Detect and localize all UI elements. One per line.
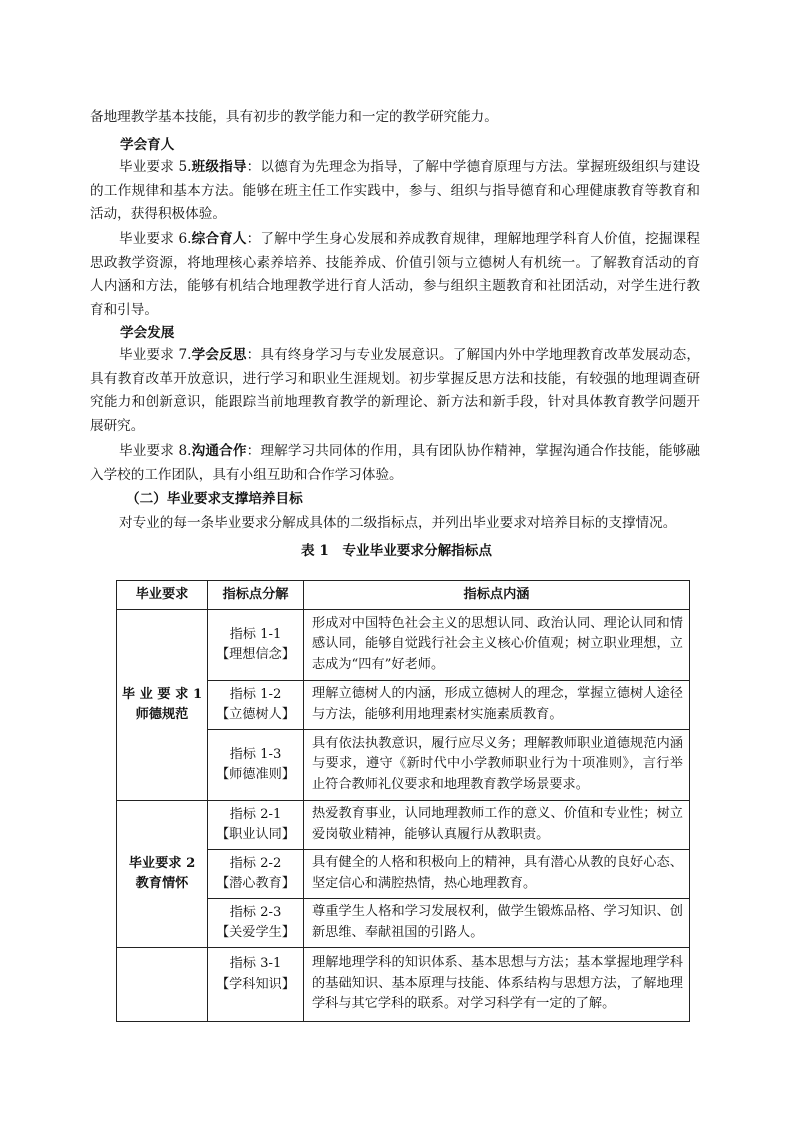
- req-prefix: 毕业要求 5.: [119, 159, 192, 175]
- indicator-index: 指标 2-1: [229, 806, 282, 822]
- table-row: [117, 801, 690, 850]
- indicator-index: 指标 2-2: [229, 855, 282, 871]
- content-cell: 热爱教育事业，认同地理教师工作的意义、价值和专业性；树立爱岗敬业精神，能够认真履行从教职责。: [304, 801, 690, 850]
- table-caption: 表 1 专业毕业要求分解指标点: [301, 543, 492, 559]
- requirement-cell: 毕业要求 2 教育情怀: [117, 801, 208, 948]
- indicator-cell: [208, 948, 304, 1022]
- indicator-cell: [208, 681, 304, 730]
- req-prefix: 毕业要求 6.: [119, 231, 192, 247]
- req-text: ：了解中学生身心发展和养成教育规律，理解地理学科育人价值，挖掘课程思政教学资源，将地理核心素养培养、技能养成、价值引领与立德树人有机统一。了解教育活动的育人内涵和方法，能够有机结合地理教学进行育人活动，参与组织主题教育和社团活动，对学生进行教育和引导。: [90, 231, 701, 318]
- indicator-cell: [208, 850, 304, 899]
- req-title: 学会反思: [191, 347, 247, 363]
- req-title: 沟通合作: [191, 443, 247, 459]
- paragraph-requirement-8: [90, 440, 700, 487]
- indicator-cell: [208, 610, 304, 681]
- section-heading-learn-educate: 学会育人: [120, 137, 175, 153]
- indicator-name: 【潜心教育】: [215, 876, 296, 891]
- content-cell: 具有健全的人格和积极向上的精神，具有潜心从教的良好心态、坚定信心和满腔热情，热心地理教育。: [304, 850, 690, 899]
- table-row: [117, 948, 690, 1022]
- requirements-table: [116, 580, 690, 1022]
- content-cell: 理解立德树人的内涵，形成立德树人的理念，掌握立德树人途径与方法，能够利用地理素材实施素质教育。: [304, 681, 690, 730]
- req-prefix: 毕业要求 8.: [119, 443, 192, 459]
- indicator-name: 【关爱学生】: [215, 925, 296, 940]
- indicator-name: 【理想信念】: [215, 647, 296, 662]
- header-requirement: 毕业要求: [117, 581, 208, 610]
- indicator-index: 指标 1-3: [229, 746, 282, 762]
- content-cell: 具有依法执教意识，履行应尽义务；理解教师职业道德规范内涵与要求，遵守《新时代中小学教师职业行为十项准则》，言行举止符合教师礼仪要求和地理教育教学场景要求。: [304, 730, 690, 801]
- content-cell: 形成对中国特色社会主义的思想认同、政治认同、理论认同和情感认同，能够自觉践行社会主义核心价值观；树立职业理想，立志成为“四有”好老师。: [304, 610, 690, 681]
- indicator-name: 【学科知识】: [215, 976, 296, 992]
- indicator-index: 指标 2-3: [229, 904, 282, 920]
- indicator-cell: [208, 730, 304, 801]
- req-prefix: 毕业要求 7.: [119, 347, 192, 363]
- table-header-row: [117, 581, 690, 610]
- req-title: 班级指导: [191, 159, 247, 175]
- req-text: ：理解学习共同体的作用，具有团队协作精神，掌握沟通合作技能，能够融入学校的工作团队，具有小组互助和合作学习体验。: [90, 443, 701, 483]
- section-heading-support: （二）毕业要求支撑培养目标: [126, 491, 303, 507]
- paragraph-requirement-6: [90, 228, 700, 322]
- section-heading-learn-develop: 学会发展: [120, 325, 175, 341]
- paragraph-continuation: 备地理教学基本技能，具有初步的教学能力和一定的教学研究能力。: [90, 109, 498, 125]
- header-indicator: 指标点分解: [208, 581, 304, 610]
- paragraph-requirement-7: [90, 344, 700, 438]
- requirement-cell: 毕 业 要 求 1 师德规范: [117, 610, 208, 801]
- req-title: 综合育人: [191, 231, 247, 247]
- paragraph-requirement-5: [90, 156, 700, 227]
- content-cell: 理解地理学科的知识体系、基本思想与方法；基本掌握地理学科的基础知识、基本原理与技能、体系结构与思想方法，了解地理学科与其它学科的联系。对学习科学有一定的了解。: [304, 948, 690, 1022]
- indicator-name: 【职业认同】: [215, 827, 296, 842]
- indicator-cell: [208, 899, 304, 948]
- indicator-index: 指标 1-1: [229, 626, 282, 642]
- indicator-name: 【师德准则】: [215, 767, 296, 782]
- content-cell: 尊重学生人格和学习发展权利，做学生锻炼品格、学习知识、创新思维、奉献祖国的引路人。: [304, 899, 690, 948]
- header-content: 指标点内涵: [304, 581, 690, 610]
- requirement-cell: [117, 948, 208, 1022]
- req-text: ：以德育为先理念为指导，了解中学德育原理与方法。掌握班级组织与建设的工作规律和基本方法。能够在班主任工作实践中，参与、组织与指导德育和心理健康教育等教育和活动，获得积极体验。: [90, 159, 701, 223]
- indicator-index: 指标 1-2: [229, 686, 282, 702]
- indicator-name: 【立德树人】: [215, 707, 296, 722]
- indicator-index: 指标 3-1: [229, 956, 282, 971]
- paragraph-support: 对专业的每一条毕业要求分解成具体的二级指标点，并列出毕业要求对培养目标的支撑情况。: [119, 515, 677, 531]
- table-row: [117, 610, 690, 681]
- req-text: ：具有终身学习与专业发展意识。了解国内外中学地理教育改革发展动态，具有教育改革开放意识，进行学习和职业生涯规划。初步掌握反思方法和技能，有较强的地理调查研究能力和创新意识，能跟踪当前地理教育教学的新理论、新方法和新手段，针对具体教育教学问题开展研究。: [90, 347, 701, 434]
- indicator-cell: [208, 801, 304, 850]
